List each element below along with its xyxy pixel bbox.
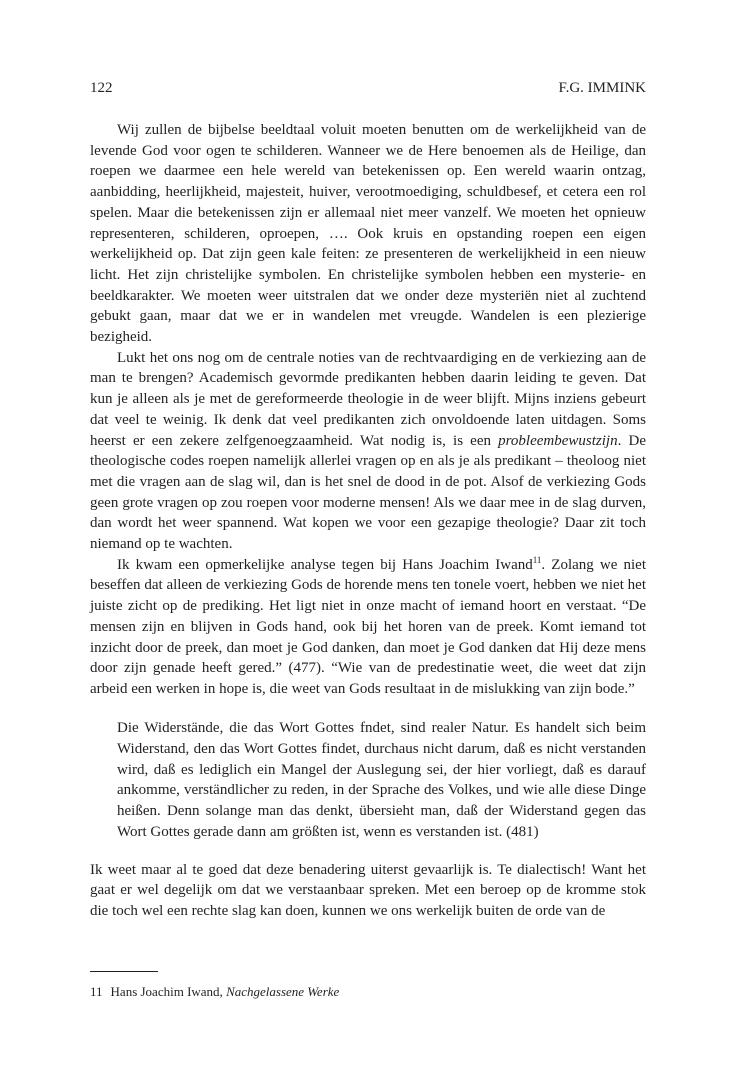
running-title: F.G. IMMINK	[558, 80, 646, 96]
footnote-divider	[90, 971, 158, 972]
paragraph-2-emphasis: probleembewustzijn	[498, 432, 618, 449]
paragraph-4: Ik weet maar al te goed dat deze benadering uiterst gevaarlijk is. Te dialectisch! Want het gaat er wel degelijk om dat we verstaanbaar spreken. Met een beroep op de kromme stok die toch wel een rechte slag kan doen, kunnen we ons werkelijk buiten de orde van de	[90, 861, 646, 920]
footnote-number: 11	[90, 984, 103, 999]
footnote-title: Nachgelassene Werke	[226, 984, 340, 999]
paragraph-3-text-b: . Zolang we niet beseffen dat alleen de verkiezing Gods de horende mens ten tonele voert, hebben we niet het juiste zicht op de prediking. Het ligt niet in onze macht of iemand hoort en verstaat. “De mensen zijn en blijven in Gods hand, ook bij het horen van de preek. Komt iemand tot inzicht door de preek, dan moet je God danken, dan moet je God danken dat Hij deze mens door zijn genade heeft gered.” (477). “Wie van de predestinatie weet, die weet dat zijn arbeid een werken in hope is, die weet van Gods resultaat in de mislukking van zijn bode.”	[90, 556, 646, 697]
block-quote: Die Widerstände, die das Wort Gottes fndet, sind realer Natur. Es handelt sich beim Widerstand, den das Wort Gottes findet, durchaus nicht darum, daß es nicht verstanden wird, daß es lediglich ein Mangel der Auslegung sei, der hier vorliegt, daß es darauf ankomme, verständlicher zu reden, in der Sprache des Volkes, und wie alle diese Dinge heißen. Denn solange man das denkt, übersieht man, daß der Widerstand gegen das Wort Gottes gerade dann am größten ist, wenn es verstanden ist. (481)	[117, 720, 646, 840]
page-number: 122	[90, 80, 113, 96]
footnote-author: Hans Joachim Iwand,	[110, 984, 227, 999]
paragraph-2-text-b: . De theologische codes roepen namelijk allerlei vragen op en als je als predikant – theoloog niet met die vragen aan de slag wil, dan is het snel de dood in de pot. Alsof de verkiezing Gods geen grote vragen op zou roepen voor moderne mensen! Als we daar mee in de slag durven, dan wordt het weer spannend. Wat kopen we voor een gezapige theologie? Daar zit toch niemand op te wachten.	[90, 432, 646, 553]
page-header	[90, 78, 646, 98]
paragraph-2-text-a: Lukt het ons nog om de centrale noties van de rechtvaardiging en de verkiezing aan de man te brengen? Academisch gevormde predikanten hebben daarin leiding te geven. Dat kun je alleen als je met de gereformeerde theologie in de weer blijft. Mijns inziens gebeurt dat veel te weinig. Ik denk dat veel predikanten zich onvoldoende laten uitdagen. Soms heerst er een zekere zelfgenoegzaamheid. Wat nodig is, is een	[90, 349, 646, 449]
paragraph-1: Wij zullen de bijbelse beeldtaal voluit moeten benutten om de werkelijkheid van de levende God voor ogen te schilderen. Wanneer we de Here benoemen als de Heilige, dan roepen we daarmee een hele wereld van betekenissen op. Een wereld waarin ontzag, aanbidding, heerlijkheid, majesteit, huiver, verootmoediging, schuldbesef, et cetera een rol spelen. Maar die betekenissen zijn er allemaal niet meer vanzelf. We moeten het opnieuw representeren, schilderen, oproepen, …. Ook kruis en opstanding roepen een eigen werkelijkheid op. Dat zijn geen kale feiten: ze presenteren de werkelijkheid in een nieuw licht. Het zijn christelijke symbolen. En christelijke symbolen hebben een mysterie- en beeldkarakter. We moeten weer uitstralen dat we onder deze mysteriën niet al zuchtend gebukt gaan, maar dat we er in wandelen met vreugde. Wandelen is een plezierige bezigheid.	[90, 122, 646, 346]
paragraph-2	[90, 348, 646, 555]
body-text	[90, 120, 646, 922]
paragraph-3-text-a: Ik kwam een opmerkelijke analyse tegen bij Hans Joachim Iwand	[117, 556, 533, 573]
footnote	[90, 983, 339, 1001]
footnote-reference[interactable]: 11	[532, 554, 542, 565]
paragraph-3	[90, 555, 646, 700]
